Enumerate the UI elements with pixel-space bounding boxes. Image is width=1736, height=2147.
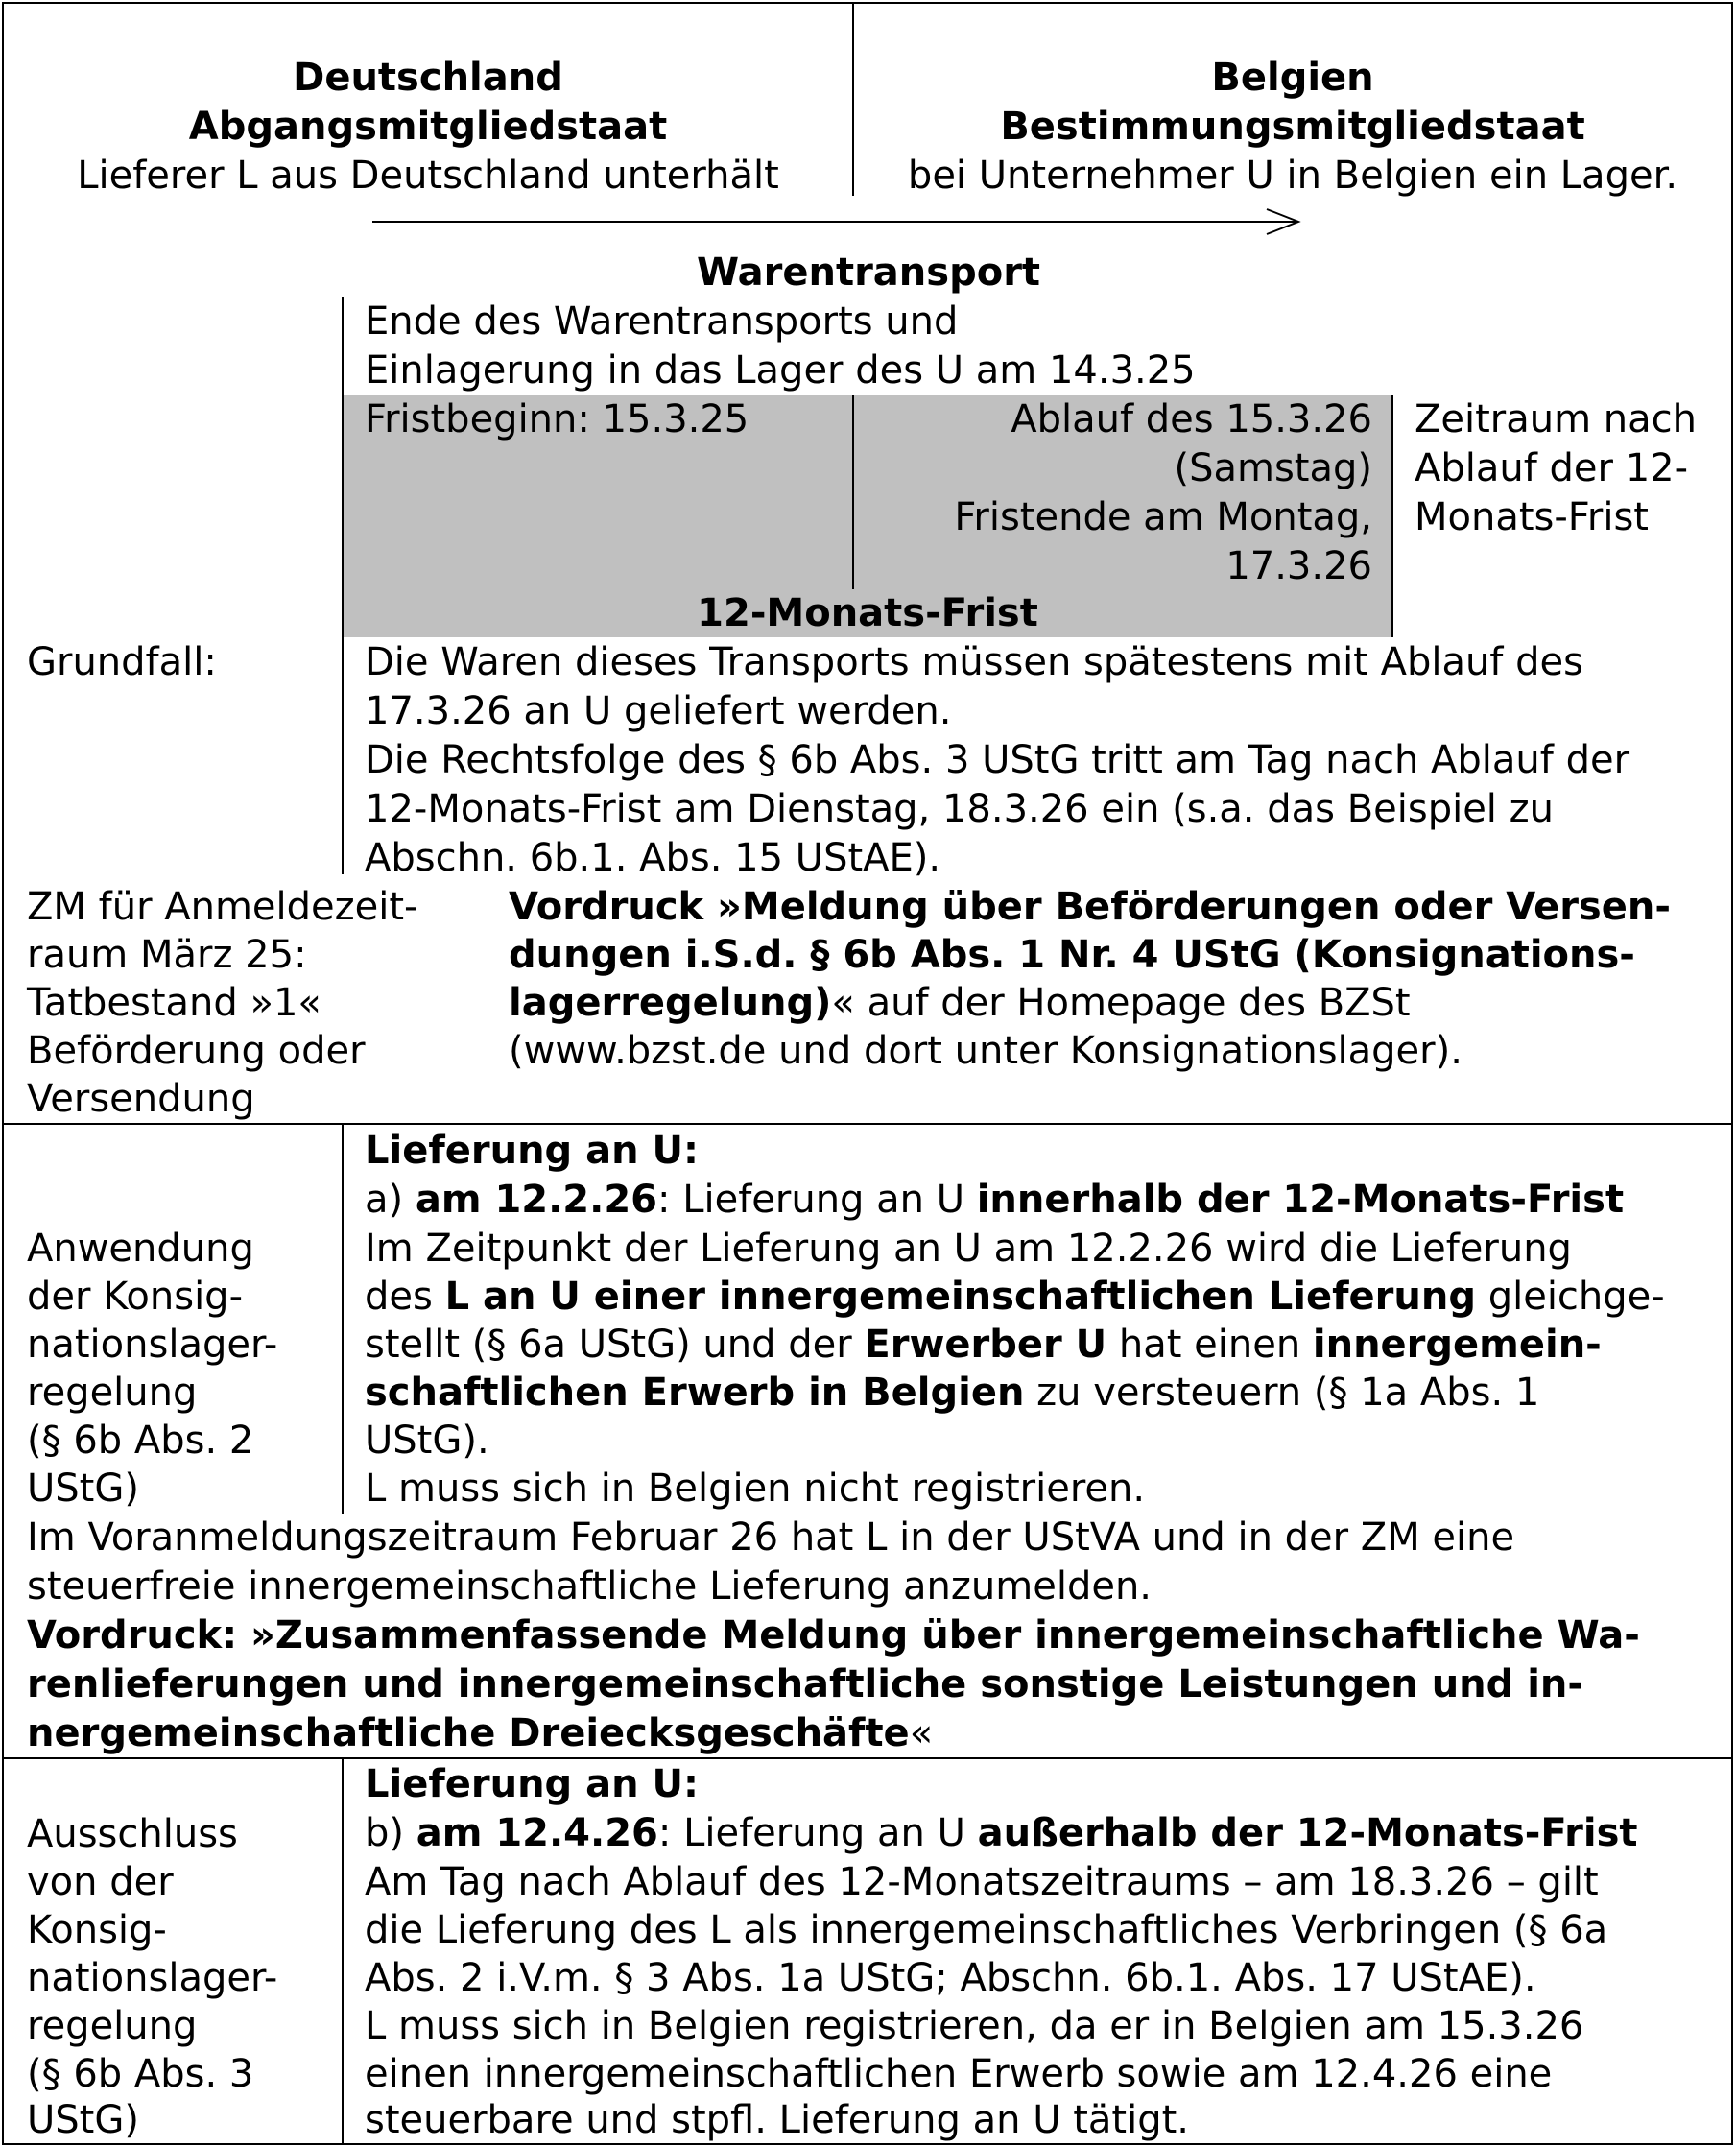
text-span: « [909, 1711, 934, 1755]
grundfall-line: Die Waren dieses Transports müssen spätestens mit Ablauf des [365, 640, 1583, 684]
text-span-bold: L an U einer innergemeinschaftlichen Lieferung [444, 1275, 1476, 1319]
section-a-vordruck-line3 [27, 1709, 933, 1758]
period-after-line: Zeitraum nach [1415, 397, 1698, 441]
grundfall-line: Abschn. 6b.1. Abs. 15 UStAE). [365, 836, 941, 880]
section-a-line1: Im Zeitpunkt der Lieferung an U am 12.2.26 wird die Lieferung [365, 1227, 1572, 1271]
section-a-full-line1: Im Voranmeldungszeitraum Februar 26 hat L in der UStVA und in der ZM eine [27, 1515, 1515, 1560]
header-left-role: Abgangsmitgliedstaat [188, 105, 668, 149]
section-b-label-line: von der [27, 1860, 174, 1904]
zm-text-line1 [509, 883, 1671, 932]
zm-label-line: ZM für Anmeldezeit- [27, 885, 418, 929]
zm-text-prefix: Vordruck » [509, 885, 742, 929]
section-b-line: Am Tag nach Ablauf des 12-Monatszeitraums – am 18.3.26 – gilt [365, 1860, 1599, 1904]
section-b-label-line: nationslager- [27, 1956, 278, 2000]
zm-label-line: Tatbestand »1« [27, 981, 321, 1025]
section-a-vordruck-line2: renlieferungen und innergemeinschaftliche sonstige Leistungen und in- [27, 1662, 1583, 1706]
header-left-country: Deutschland [293, 56, 563, 100]
transport-arrow-icon [372, 207, 1303, 236]
section-a-line3 [365, 1321, 1602, 1370]
period-end-line: Fristende am Montag, [954, 495, 1372, 539]
section-b-label-line: regelung [27, 2004, 198, 2048]
text-span: gleichge- [1475, 1275, 1665, 1319]
section-a-label-line: der Konsig- [27, 1275, 243, 1319]
header-right-country: Belgien [1211, 56, 1374, 100]
section-a-full-line2: steuerfreie innergemeinschaftliche Lieferung anzumelden. [27, 1564, 1153, 1609]
period-after-line: Monats-Frist [1415, 495, 1649, 539]
section-a-line2 [365, 1273, 1665, 1322]
section-a-heading: Lieferung an U: [365, 1129, 699, 1173]
section-a-case [365, 1176, 1624, 1225]
section-b-line: Abs. 2 i.V.m. § 3 Abs. 1a UStG; Abschn. 6b.1. Abs. 17 UStAE). [365, 1956, 1536, 2000]
section-b-case [365, 1809, 1638, 1858]
text-span: zu versteuern (§ 1a Abs. 1 [1024, 1371, 1540, 1415]
text-span: hat einen [1106, 1323, 1313, 1367]
period-end-line: 17.3.26 [1225, 544, 1372, 588]
text-span-bold: nergemeinschaftliche Dreiecksgeschäfte [27, 1711, 910, 1755]
zm-text-bold: lagerregelung) [509, 981, 832, 1025]
section-divider-a [4, 1123, 1731, 1125]
section-a-prefix: a) [365, 1178, 416, 1222]
section-a-label-line: regelung [27, 1371, 198, 1415]
zm-text-bold: Meldung über Beförderungen oder Versen- [741, 885, 1671, 929]
section-a-label-line: (§ 6b Abs. 2 [27, 1419, 254, 1463]
section-b-label-line: Konsig- [27, 1908, 167, 1952]
grundfall-line: Die Rechtsfolge des § 6b Abs. 3 UStG tritt am Tag nach Ablauf der [365, 738, 1630, 782]
section-b-prefix: b) [365, 1811, 416, 1855]
section-b-label-line: UStG) [27, 2098, 139, 2142]
text-span-bold: schaftlichen Erwerb in Belgien [365, 1371, 1025, 1415]
header-right-text: bei Unternehmer U in Belgien ein Lager. [907, 154, 1678, 198]
section-b-frist: außerhalb der 12-Monats-Frist [977, 1811, 1638, 1855]
zm-text-line3 [509, 979, 1411, 1028]
section-a-label-line: Anwendung [27, 1227, 254, 1271]
section-b-line: einen innergemeinschaftlichen Erwerb sowie am 12.4.26 eine [365, 2052, 1553, 2096]
section-b-line: die Lieferung des L als innergemeinschaftliches Verbringen (§ 6a [365, 1908, 1608, 1952]
section-b-mid: : Lieferung an U [657, 1811, 978, 1855]
period-right-divider [1391, 395, 1393, 637]
section-a-line6: L muss sich in Belgien nicht registrieren. [365, 1467, 1146, 1511]
zm-label-line: Versendung [27, 1077, 255, 1121]
text-span: stellt (§ 6a UStG) und der [365, 1323, 865, 1367]
period-end-line: Ablauf des 15.3.26 [1011, 397, 1372, 441]
zm-text-line4: (www.bzst.de und dort unter Konsignationslager). [509, 1029, 1463, 1073]
section-b-line: steuerbare und stpfl. Lieferung an U tätigt. [365, 2098, 1189, 2142]
period-after-line: Ablauf der 12- [1415, 446, 1689, 490]
header-left-text: Lieferer L aus Deutschland unterhält [77, 154, 779, 198]
section-b-heading: Lieferung an U: [365, 1762, 699, 1806]
header-right-role: Bestimmungsmitgliedstaat [1000, 105, 1585, 149]
section-divider-b [4, 1757, 1731, 1759]
grundfall-line: 17.3.26 an U geliefert werden. [365, 689, 952, 733]
section-a-mid: : Lieferung an U [657, 1178, 977, 1222]
grundfall-line: 12-Monats-Frist am Dienstag, 18.3.26 ein (s.a. das Beispiel zu [365, 787, 1554, 831]
section-b-line: L muss sich in Belgien registrieren, da er in Belgien am 15.3.26 [365, 2004, 1584, 2048]
section-b-label-line: (§ 6b Abs. 3 [27, 2052, 254, 2096]
zm-label-line: raum März 25: [27, 933, 307, 977]
label-column-divider-a [342, 1125, 344, 1514]
period-end-line: (Samstag) [1174, 446, 1372, 490]
text-span-bold: innergemein- [1312, 1323, 1602, 1367]
zm-label-line: Beförderung oder [27, 1029, 366, 1073]
section-a-frist: innerhalb der 12-Monats-Frist [976, 1178, 1625, 1222]
document-frame [2, 2, 1733, 2145]
section-b-label-line: Ausschluss [27, 1812, 238, 1856]
section-a-line5: UStG). [365, 1419, 489, 1463]
period-start: Fristbeginn: 15.3.25 [365, 397, 749, 441]
transport-end-line1: Ende des Warentransports und [365, 299, 959, 344]
text-span: des [365, 1275, 445, 1319]
grundfall-label: Grundfall: [27, 640, 217, 684]
section-a-vordruck-line1: Vordruck: »Zusammenfassende Meldung über innergemeinschaftliche Wa- [27, 1613, 1640, 1658]
zm-text-normal: « auf der Homepage des BZSt [831, 981, 1411, 1025]
transport-label: Warentransport [696, 250, 1041, 295]
transport-end-line2: Einlagerung in das Lager des U am 14.3.25 [365, 348, 1196, 393]
section-a-date: am 12.2.26 [415, 1178, 657, 1222]
section-a-label-line: UStG) [27, 1467, 139, 1511]
section-a-label-line: nationslager- [27, 1323, 278, 1367]
section-a-line4 [365, 1369, 1539, 1418]
section-b-date: am 12.4.26 [416, 1811, 658, 1855]
period-label: 12-Monats-Frist [697, 591, 1038, 635]
label-column-divider-b [342, 1759, 344, 2143]
text-span-bold: Erwerber U [864, 1323, 1107, 1367]
zm-text-line2: dungen i.S.d. § 6b Abs. 1 Nr. 4 UStG (Konsignations- [509, 933, 1635, 977]
